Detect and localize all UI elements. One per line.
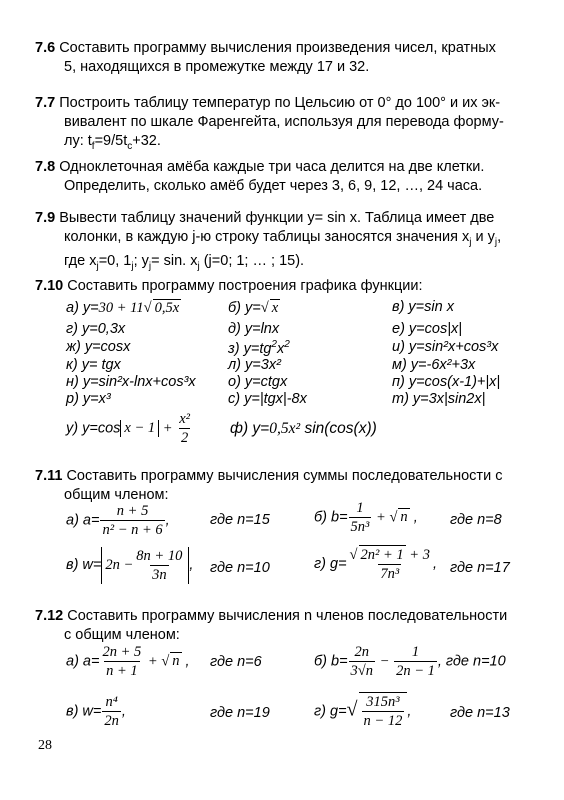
seq712-b-where: где n=10 xyxy=(445,653,506,670)
task-number: 7.12 xyxy=(35,608,64,624)
task-number: 7.8 xyxy=(35,159,56,175)
seq712-g: г) g=√ $\frac{\text{315n³}}{n - 12}$ , xyxy=(314,694,412,729)
seq712-g-where: где n=13 xyxy=(450,705,510,721)
function-e: е) y=cos|x| xyxy=(392,321,462,337)
page-number: 28 xyxy=(38,738,52,753)
function-t: т) y=3x|sin2x| xyxy=(392,391,486,407)
function-r: р) y=x³ xyxy=(66,391,111,407)
seq712-a-where: где n=6 xyxy=(210,654,262,670)
task-text: вивалент по шкале Фаренгейта, используя для перевода форму- xyxy=(64,114,504,130)
function-a: а) y=30 + 11√ 0,5x xyxy=(66,300,180,316)
task-text: Построить таблицу температур по Цельсию от 0° до 100° и их эк- xyxy=(59,95,501,111)
task-text: общим членом: xyxy=(64,487,169,503)
task-7-11 xyxy=(35,467,530,505)
function-k: к) y= tgx xyxy=(66,357,121,373)
task-number: 7.6 xyxy=(35,40,56,56)
task-text: колонки, в каждую j-ю строку таблицы заносятся значения $x_j$ и $y_j$, xyxy=(64,229,502,248)
seq711-v: в) w= 2n − $\frac{8n + 10}{3n}$ , xyxy=(66,548,194,583)
task-text: где $x_j=0$, $1_j$; $y_j= \sin$. $x_j$ (j=0; 1; … ; 15). xyxy=(64,252,305,272)
task-text: Составить программу вычисления произведения чисел, кратных xyxy=(59,40,496,56)
seq711-v-where: где n=10 xyxy=(210,560,270,576)
function-u: у) y=cos x − 1 + $\frac{\text{x²}}{2}$ xyxy=(66,411,190,446)
task-text: Составить программу вычисления суммы последовательности с xyxy=(66,468,503,484)
function-zh: ж) y=cosx xyxy=(66,339,131,355)
seq711-a-where: где n=15 xyxy=(210,512,270,528)
task-text: Одноклеточная амёба каждые три часа делится на две клетки. xyxy=(59,159,485,175)
task-text: с общим членом: xyxy=(64,627,180,643)
task-text: Составить программу построения графика функции: xyxy=(67,278,423,294)
task-number: 7.10 xyxy=(35,278,64,294)
function-i: и) y=sin²x+cos³x xyxy=(392,339,499,355)
seq712-v: в) w= $\frac{\text{n⁴}}{2n}$ , xyxy=(66,694,126,729)
seq712-v-where: где n=19 xyxy=(210,705,270,721)
seq712-a: а) a= $\frac{2n + 5}{n + 1}$ + √ n , xyxy=(66,644,190,679)
function-z: з) $y=tg^2x^2$ xyxy=(228,339,290,357)
seq711-g: г) g= $\frac{\text{√ 2n² + 1 + 3}}{\text{7n³}}$ , xyxy=(314,547,437,582)
task-7-7 xyxy=(35,94,530,156)
task-7-10 xyxy=(35,277,530,296)
task-formula: лу: $t_f=9/5t_c+32$. xyxy=(64,133,161,152)
task-7-12 xyxy=(35,607,530,645)
seq711-g-where: где n=17 xyxy=(450,560,510,576)
seq711-b: б) b= $\frac{1}{\text{5n³}}$ + √ n , xyxy=(314,500,418,535)
function-f: ф) y=0,5x² sin(cos(x)) xyxy=(230,420,377,437)
task-7-9 xyxy=(35,209,530,276)
task-7-6 xyxy=(35,39,530,77)
function-l: л) y=3x² xyxy=(228,357,281,373)
task-text: Определить, сколько амёб будет через 3, 6, 9, 12, …, 24 часа. xyxy=(64,178,483,194)
seq712-b: б) b= $\frac{2n}{3√n}$ − $\frac{1}{2n - 1}$ , где n=10 xyxy=(314,644,506,679)
task-number: 7.9 xyxy=(35,210,56,226)
function-v: в) y=sin x xyxy=(392,299,454,315)
task-7-8 xyxy=(35,158,530,196)
task-number: 7.11 xyxy=(35,468,63,484)
function-d: д) y=lnx xyxy=(228,321,280,337)
function-g: г) y=0,3x xyxy=(66,321,126,337)
function-m: м) y=-6x²+3x xyxy=(392,357,476,373)
task-text: Вывести таблицу значений функции y= sin x. Таблица имеет две xyxy=(59,210,495,226)
function-s: с) y=|tgx|-8x xyxy=(228,391,307,407)
task-number: 7.7 xyxy=(35,95,56,111)
seq711-b-where: где n=8 xyxy=(450,512,502,528)
function-n: н) y=sin²x-lnx+cos³x xyxy=(66,374,196,390)
function-p: п) y=cos(x-1)+|x| xyxy=(392,374,501,390)
function-o: о) y=ctgx xyxy=(228,374,288,390)
seq711-a: а) a= $\frac{n + 5}{\text{n² − n + 6}}$ , xyxy=(66,503,170,538)
function-b: б) y=√ x xyxy=(228,300,279,316)
task-text: 5, находящихся в промежутке между 17 и 32. xyxy=(64,59,370,75)
task-text: Составить программу вычисления n членов последовательности xyxy=(67,608,508,624)
